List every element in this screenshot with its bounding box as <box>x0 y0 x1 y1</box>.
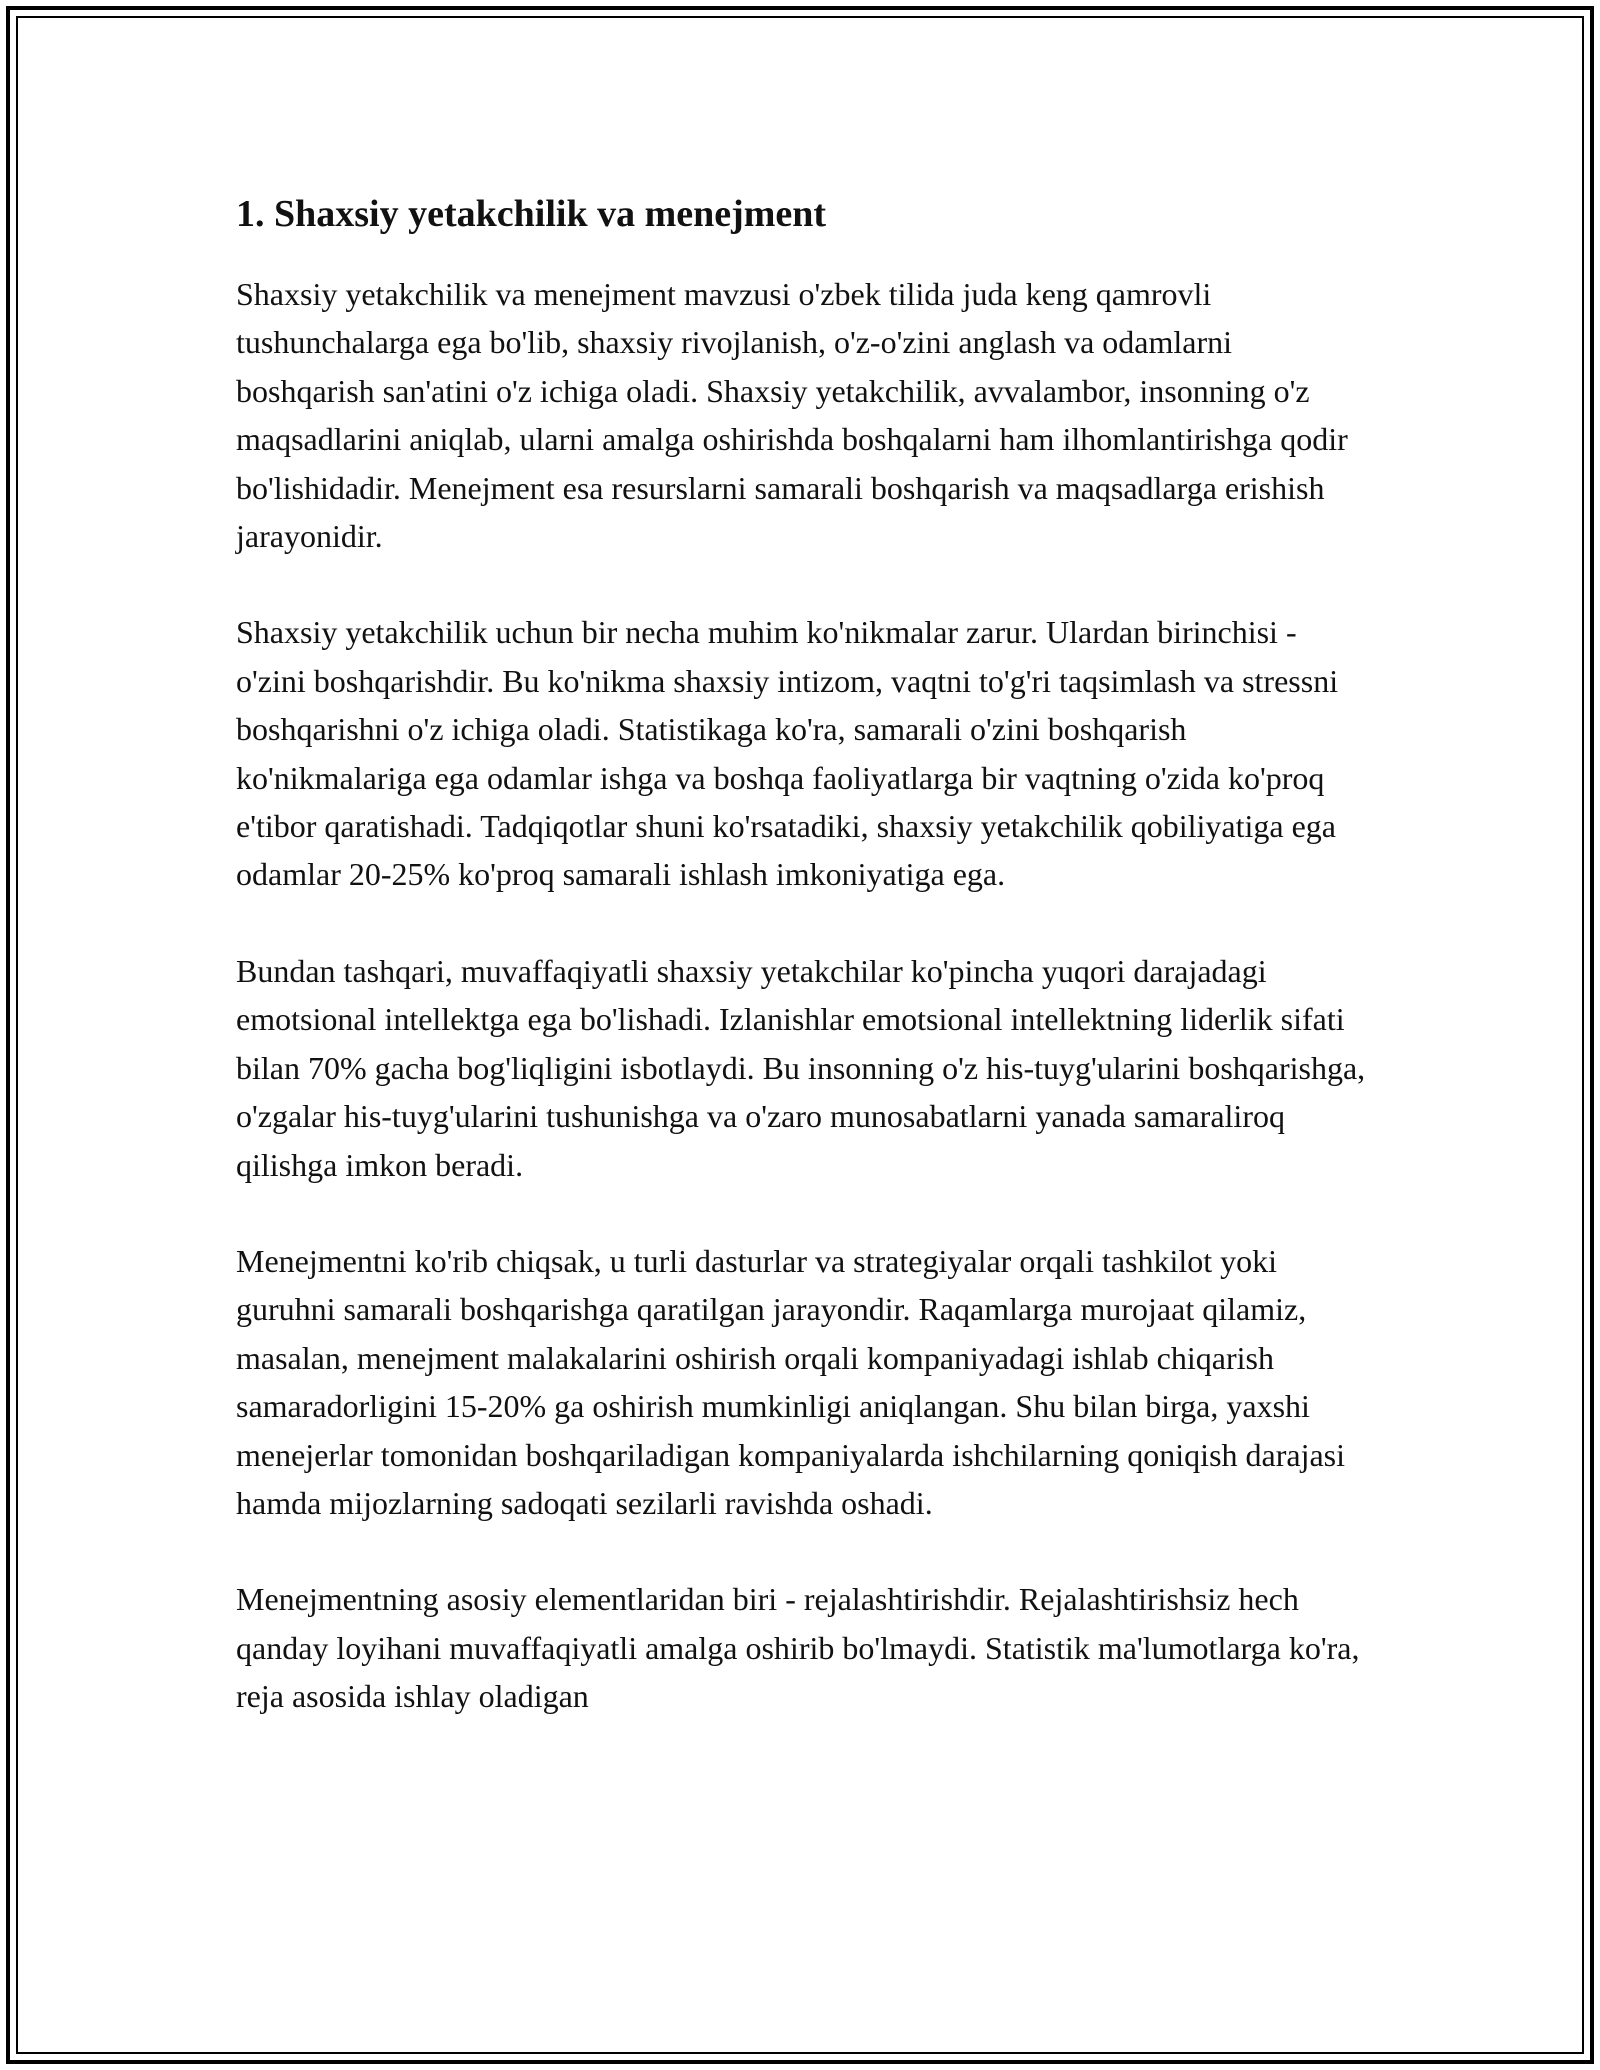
paragraph-5: Menejmentning asosiy elementlaridan biri - rejalashtirishdir. Rejalashtirishsiz hech qanday loyihani muvaffaqiyatli amalga oshirib bo'lmaydi. Statistik ma'lumotlarga ko'ra, reja asosida ishlay oladigan <box>236 1581 1360 1715</box>
section-title: 1. Shaxsiy yetakchilik va menejment <box>236 193 827 235</box>
document-body <box>236 186 1366 1769</box>
paragraph-2: Shaxsiy yetakchilik uchun bir necha muhim ko'nikmalar zarur. Ulardan birinchisi - o'zini boshqarishdir. Bu ko'nikma shaxsiy intizom, vaqtni to'g'ri taqsimlash va stressni boshqarishni o'z ichiga oladi. Statistikaga ko'ra, samarali o'zini boshqarish ko'nikmalariga ega odamlar ishga va boshqa faoliyatlarga bir vaqtning o'zida ko'proq e'tibor qaratishadi. Tadqiqotlar shuni ko'rsatadiki, shaxsiy yetakchilik qobiliyatiga ega odamlar 20-25% ko'proq samarali ishlash imkoniyatiga ega. <box>236 614 1339 893</box>
paragraph-3: Bundan tashqari, muvaffaqiyatli shaxsiy yetakchilar ko'pincha yuqori darajadagi emotsional intellektga ega bo'lishadi. Izlanishlar emotsional intellektning liderlik sifati bilan 70% gacha bog'liqligini isbotlaydi. Bu insonning o'z his-tuyg'ularini boshqarishga, o'zgalar his-tuyg'ularini tushunishga va o'zaro munosabatlarni yanada samaraliroq qilishga imkon beradi. <box>236 952 1366 1183</box>
paragraph-1: Shaxsiy yetakchilik va menejment mavzusi o'zbek tilida juda keng qamrovli tushunchalarga ega bo'lib, shaxsiy rivojlanish, o'z-o'zini anglash va odamlarni boshqarish san'atini o'z ichiga oladi. Shaxsiy yetakchilik, avvalambor, insonning o'z maqsadlarini aniqlab, ularni amalga oshirishda boshqalarni ham ilhomlantirishga qodir bo'lishidadir. Menejment esa resurslarni samarali boshqarish va maqsadlarga erishish jarayonidir. <box>236 276 1348 555</box>
paragraph-4: Menejmentni ko'rib chiqsak, u turli dasturlar va strategiyalar orqali tashkilot yoki guruhni samarali boshqarishga qaratilgan jarayondir. Raqamlarga murojaat qilamiz, masalan, menejment malakalarini oshirish orqali kompaniyadagi ishlab chiqarish samaradorligini 15-20% ga oshirish mumkinligi aniqlangan. Shu bilan birga, yaxshi menejerlar tomonidan boshqariladigan kompaniyalarda ishchilarning qoniqish darajasi hamda mijozlarning sadoqati sezilarli ravishda oshadi. <box>236 1242 1346 1521</box>
